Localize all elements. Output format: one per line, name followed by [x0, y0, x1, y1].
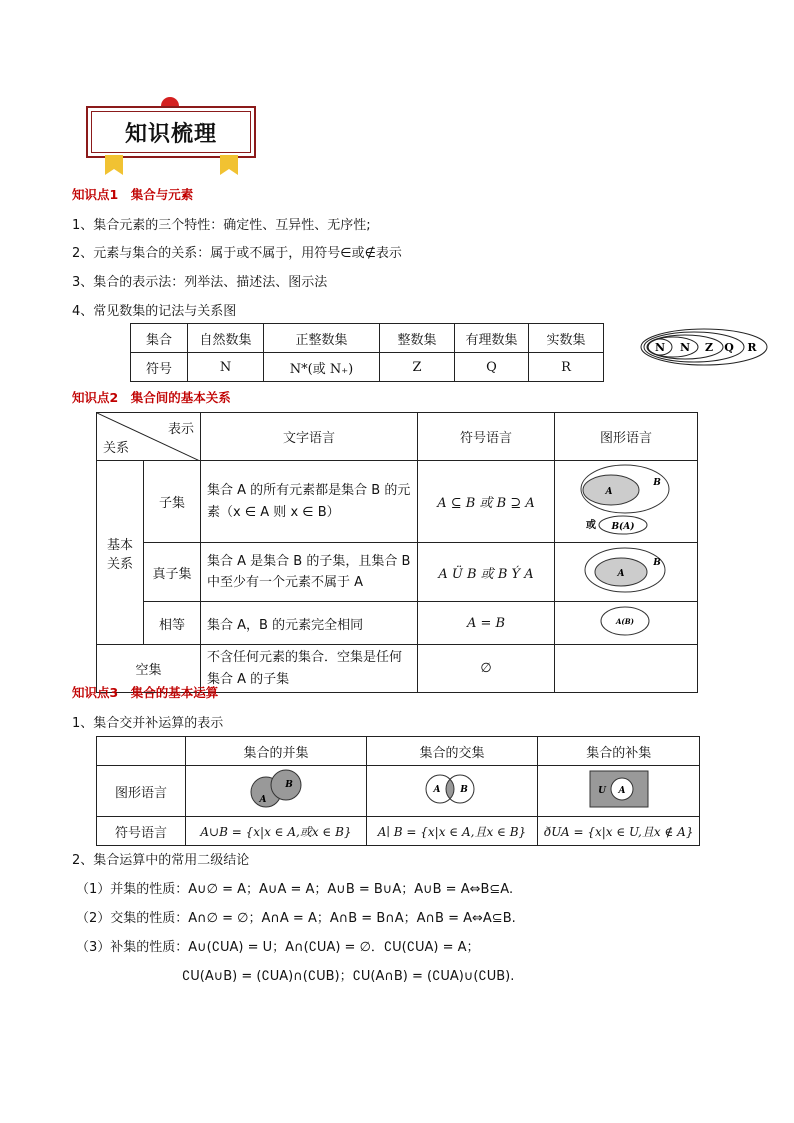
row-name: 真子集 — [144, 543, 201, 602]
numset-nesting-diagram — [640, 327, 770, 367]
complement-venn — [540, 766, 698, 812]
row-symbol: ∅ — [418, 645, 555, 693]
col-header: 文字语言 — [201, 413, 418, 461]
ribbon-left-icon — [105, 155, 123, 175]
kp1-item-1: 1、集合元素的三个特性：确定性、互异性、无序性; — [72, 218, 371, 233]
complement-symbol: ðUA = {x|x ∈ U,且x ∉ A} — [538, 817, 700, 846]
kp3-heading: 知识点3 集合的基本运算 — [72, 685, 219, 700]
row-figure-empty — [555, 645, 698, 693]
complement-figure — [538, 766, 700, 817]
ribbon-right-icon — [220, 155, 238, 175]
numset-cell: 符号 — [131, 353, 188, 382]
numset-header: 自然数集 — [188, 324, 264, 353]
ops-header: 集合的补集 — [538, 737, 700, 766]
venn-a: A — [618, 786, 626, 796]
ops-row-label: 符号语言 — [97, 817, 186, 846]
nest-label: N — [679, 341, 691, 354]
numset-table — [130, 323, 604, 382]
kp1-item-3: 3、集合的表示法：列举法、描述法、图示法 — [72, 275, 328, 290]
kp1-heading: 知识点1 集合与元素 — [72, 187, 194, 202]
kp1-item-2: 2、元素与集合的关系：属于或不属于，用符号∈或∉表示 — [72, 246, 402, 261]
numset-header: 整数集 — [380, 324, 455, 353]
venn-b: B — [653, 558, 661, 568]
corner-bottom: 关系 — [103, 441, 130, 456]
numset-cell: N*(或 N₊) — [264, 353, 380, 382]
venn-alt: B(A) — [611, 522, 635, 532]
prop-union: （1）并集的性质：A∪∅ = A；A∪A = A；A∪B = B∪A；A∪B = A⇔B⊆A. — [76, 882, 514, 897]
venn-b: B — [653, 478, 661, 488]
kp3-sub2: 2、集合运算中的常用二级结论 — [72, 853, 250, 868]
ops-row-label: 图形语言 — [97, 766, 186, 817]
row-text: 集合 A 的所有元素都是集合 B 的元素（x ∈ A 则 x ∈ B） — [201, 461, 418, 543]
nest-label: N — [654, 341, 666, 354]
venn-a: A — [259, 795, 267, 805]
venn-b: B — [285, 780, 293, 790]
venn-a: A — [617, 569, 625, 579]
subset-venn — [555, 461, 697, 538]
relations-table — [96, 412, 698, 693]
banner-title: 知识梳理 — [91, 111, 251, 153]
nest-label: Q — [724, 341, 734, 354]
intersection-figure — [367, 766, 538, 817]
ops-header: 集合的交集 — [367, 737, 538, 766]
row-figure — [555, 602, 698, 645]
prop-intersection: （2）交集的性质：A∩∅ = ∅；A∩A = A；A∩B = B∩A；A∩B = A⇔A⊆B. — [76, 911, 516, 926]
venn-a: A — [433, 785, 441, 795]
ops-header: 集合的并集 — [186, 737, 367, 766]
numset-header: 实数集 — [529, 324, 604, 353]
intersection-symbol: A∣ B = {x|x ∈ A,且x ∈ B} — [367, 817, 538, 846]
row-text: 集合 A 是集合 B 的子集，且集合 B 中至少有一个元素不属于 A — [201, 543, 418, 602]
ops-corner — [97, 737, 186, 766]
union-symbol: A∪B = {x|x ∈ A,或x ∈ B} — [186, 817, 367, 846]
union-figure — [186, 766, 367, 817]
kp3-sub1: 1、集合交并补运算的表示 — [72, 716, 224, 731]
corner-top: 表示 — [167, 422, 194, 437]
row-name: 空集 — [97, 645, 201, 693]
group-label: 基本关系 — [97, 461, 144, 645]
row-symbol: A ⊆ B 或 B ⊇ A — [418, 461, 555, 543]
intersection-venn — [367, 766, 537, 812]
col-header: 符号语言 — [418, 413, 555, 461]
operations-table — [96, 736, 700, 846]
kp1-item-4: 4、常见数集的记法与关系图 — [72, 304, 237, 319]
numset-header: 集合 — [131, 324, 188, 353]
corner-cell — [97, 413, 201, 461]
numset-header: 正整数集 — [264, 324, 380, 353]
row-symbol: A Ü B 或 B Ý A — [418, 543, 555, 602]
nest-label: R — [747, 341, 757, 354]
venn-a: A — [605, 487, 613, 497]
prop-demorgan: ∁U(A∪B) = (∁UA)∩(∁UB)；∁U(A∩B) = (∁UA)∪(∁UB). — [182, 969, 515, 984]
numset-header: 有理数集 — [455, 324, 529, 353]
title-banner — [86, 106, 256, 158]
kp2-heading: 知识点2 集合间的基本关系 — [72, 390, 231, 405]
row-symbol: A = B — [418, 602, 555, 645]
row-text: 不含任何元素的集合．空集是任何集合 A 的子集 — [201, 645, 418, 693]
prop-complement: （3）补集的性质：A∪(∁UA) = U；A∩(∁UA) = ∅．∁U(∁UA) = A； — [76, 940, 480, 955]
row-figure — [555, 543, 698, 602]
row-name: 相等 — [144, 602, 201, 645]
union-venn — [186, 766, 366, 812]
nest-label: Z — [704, 341, 714, 354]
row-name: 子集 — [144, 461, 201, 543]
row-figure — [555, 461, 698, 543]
numset-cell: R — [529, 353, 604, 382]
col-header: 图形语言 — [555, 413, 698, 461]
venn-u: U — [597, 786, 606, 796]
numset-cell: Z — [380, 353, 455, 382]
row-text: 集合 A，B 的元素完全相同 — [201, 602, 418, 645]
proper-subset-venn — [555, 543, 697, 597]
venn-ab: A(B) — [616, 617, 634, 626]
venn-or: 或 — [586, 520, 596, 531]
numset-cell: N — [188, 353, 264, 382]
venn-b: B — [460, 785, 468, 795]
equal-venn — [555, 602, 697, 640]
numset-cell: Q — [455, 353, 529, 382]
